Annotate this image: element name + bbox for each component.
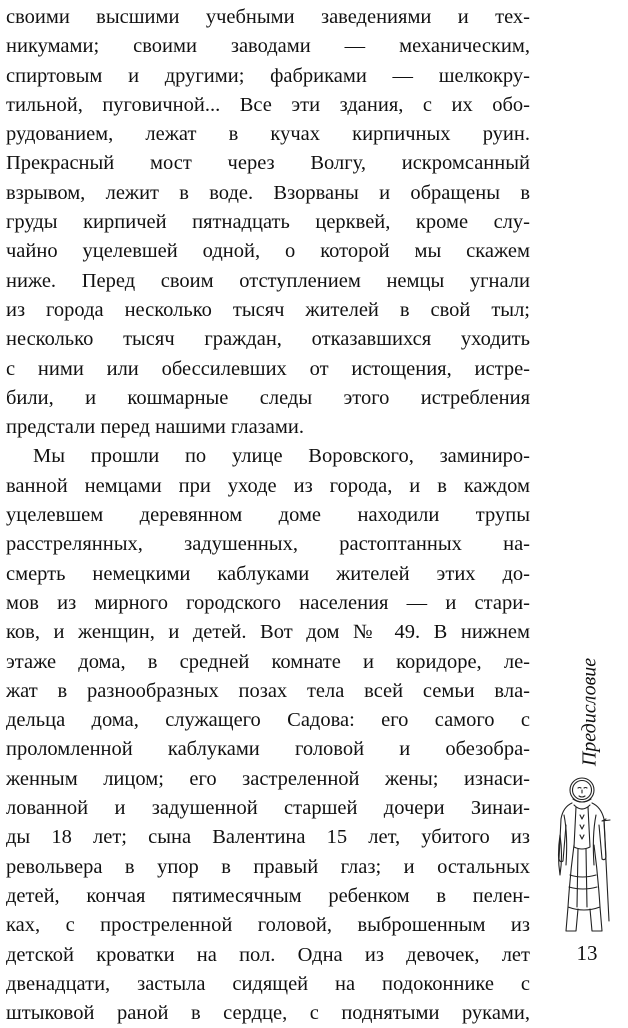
text-line: несколько тысяч граждан, отказавшихся уходить [6, 328, 530, 351]
text-line: с ними или обессилевших от истощения, истре- [6, 357, 530, 380]
text-line: проломленной каблуками головой и обезобра- [6, 738, 530, 761]
text-line: ванной немцами при уходе из города, и в каждом [6, 474, 530, 497]
text-line: чайно уцелевшей одной, о которой мы скажем [6, 240, 530, 263]
text-line: спиртовым и другими; фабриками — шелкокру- [6, 64, 530, 87]
text-line: ниже. Перед своим отступлением немцы угнали [6, 269, 530, 292]
text-line: дельца дома, служащего Садова: его самого с [6, 709, 530, 732]
text-line: Прекрасный мост через Волгу, искромсанный [6, 152, 530, 175]
text-line: ков, и женщин, и детей. Вот дом № 49. В нижнем [6, 621, 530, 644]
text-line: взрывом, лежит в воде. Взорваны и обращены в [6, 181, 530, 204]
text-line: детской кроватки на пол. Одна из девочек, лет [6, 943, 530, 966]
text-line: женным лицом; его застреленной жены; изнаси- [6, 767, 530, 790]
text-line: этаже дома, в средней комнате и коридоре, ле- [6, 650, 530, 673]
text-line: никумами; своими заводами — механическим, [6, 35, 530, 58]
page-number: 13 [576, 941, 598, 965]
running-section-title: Предисловие [578, 657, 601, 767]
text-line: рудованием, лежат в кучах кирпичных руин. [6, 123, 530, 146]
text-line: груды кирпичей пятнадцать церквей, кроме слу- [6, 211, 530, 234]
text-line: тильной, пуговичной... Все эти здания, с их обо- [6, 93, 530, 116]
text-line: уцелевшем деревянном доме находили трупы [6, 504, 530, 527]
text-line: ках, с простреленной головой, выброшенным из [6, 914, 530, 937]
text-line: револьвера в упор в правый глаз; и остальных [6, 855, 530, 878]
saint-figure-icon [552, 775, 616, 941]
text-line: из города несколько тысяч жителей в свой тыл; [6, 298, 530, 321]
text-line: Мы прошли по улице Воровского, заминиро- [33, 445, 530, 468]
text-line: расстрелянных, задушенных, растоптанных на- [6, 533, 530, 556]
text-line: штыковой раной в сердце, с поднятыми руками, [6, 1002, 530, 1025]
text-line: двенадцати, застыла сидящей на подоконнике с [6, 972, 530, 995]
text-line: жат в разнообразных позах тела всей семьи вла- [6, 679, 530, 702]
text-line: били, и кошмарные следы этого истребления [6, 386, 530, 409]
text-line: ды 18 лет; сына Валентина 15 лет, убитого из [6, 826, 530, 849]
text-line: смерть немецкими каблуками жителей этих до- [6, 562, 530, 585]
body-text [6, 3, 530, 1028]
text-line: лованной и задушенной старшей дочери Зинаи- [6, 797, 530, 820]
text-line: мов из мирного городского населения — и стари- [6, 591, 530, 614]
text-line: детей, кончая пятимесячным ребенком в пелен- [6, 884, 530, 907]
text-line: предстали перед нашими глазами. [6, 416, 304, 439]
text-line: своими высшими учебными заведениями и тех- [6, 6, 530, 28]
